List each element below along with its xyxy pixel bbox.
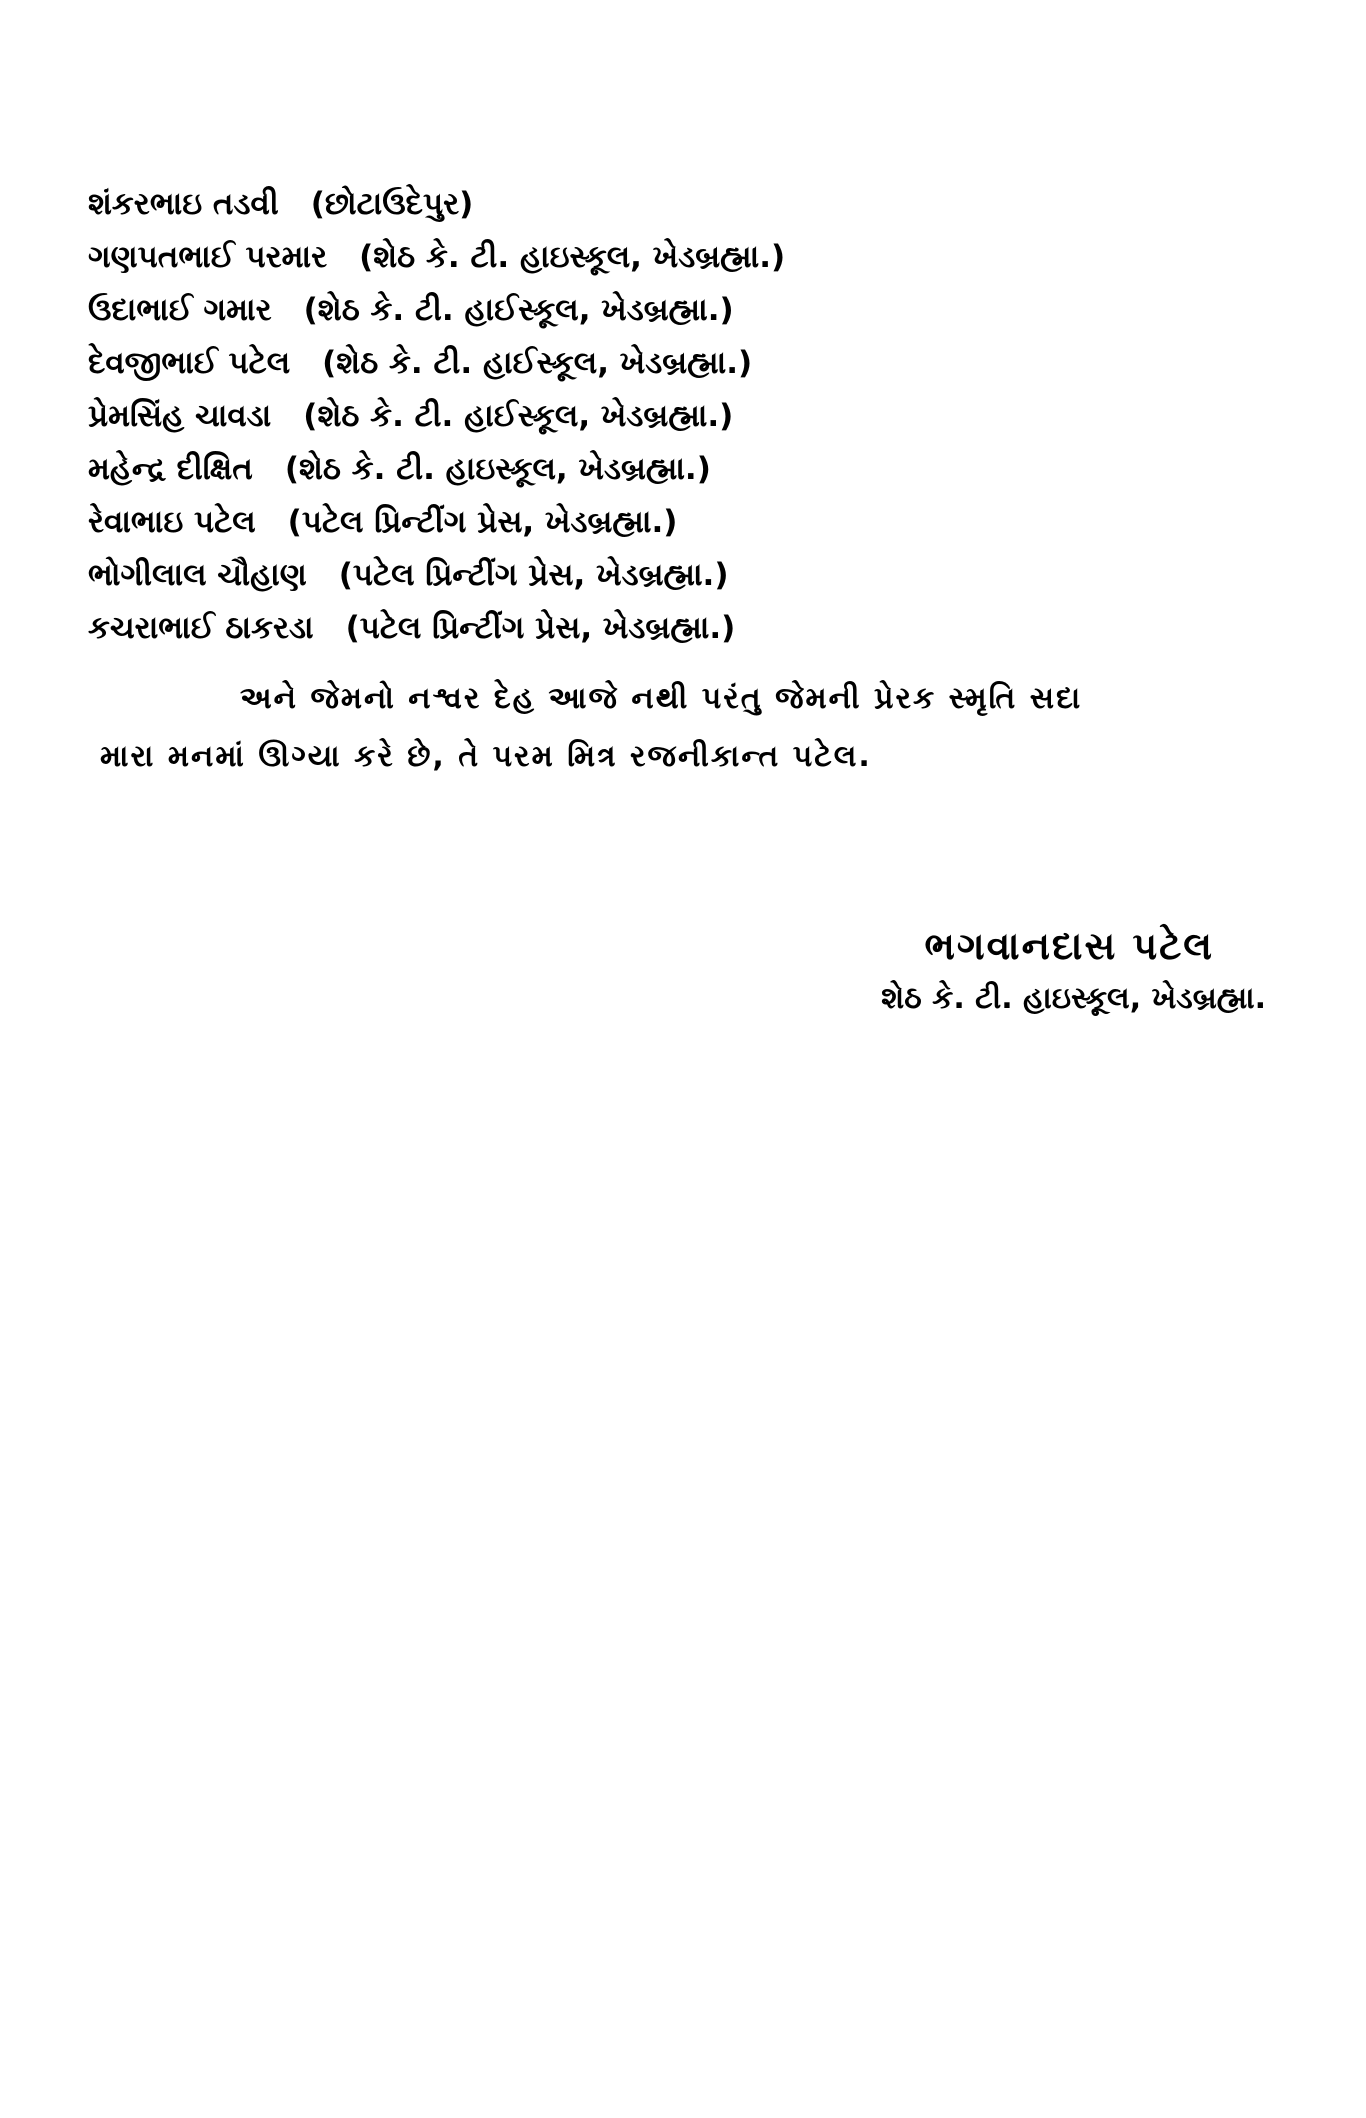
person-affiliation: (શેઠ કે. ટી. હાઇસ્કૂલ, ખેડબ્રહ્મા.) (284, 451, 711, 487)
person-affiliation: (શેઠ કે. ટી. હાઇસ્કૂલ, ખેડબ્રહ્મા.) (359, 239, 786, 275)
list-item (88, 390, 1238, 443)
list-item (88, 602, 1238, 655)
person-name: ઉદાભાઈ ગમાર (88, 292, 272, 328)
signature-block (881, 918, 1266, 1024)
list-item (88, 284, 1238, 337)
person-name: રેવાભાઇ પટેલ (88, 504, 256, 540)
person-name: ગણપતભાઈ પરમાર (88, 239, 328, 275)
person-name: ભોગીલાલ ચૌહાણ (88, 557, 307, 593)
list-item (88, 178, 1238, 231)
memorial-line-1: અને જેમનો નશ્વર દેહ આજે નથી પરંતુ જેમની પ્રેરક સ્મૃતિ સદા (240, 681, 1083, 716)
list-item (88, 496, 1238, 549)
person-affiliation: (પટેલ પ્રિન્ટીંગ પ્રેસ, ખેડબ્રહ્મા.) (287, 504, 678, 540)
person-name: દેવજીભાઈ પટેલ (88, 345, 291, 381)
person-affiliation: (શેઠ કે. ટી. હાઈસ્કૂલ, ખેડબ્રહ્મા.) (322, 345, 753, 381)
list-item (88, 231, 1238, 284)
person-name: શંકરભાઇ તડવી (88, 186, 279, 222)
person-affiliation: (શેઠ કે. ટી. હાઈસ્કૂલ, ખેડબ્રહ્મા.) (303, 292, 734, 328)
signature-name: ભગવાનદાસ પટેલ (924, 924, 1214, 968)
person-name: મહેન્દ્ર દીક્ષિત (88, 451, 253, 487)
list-item (88, 443, 1238, 496)
list-item (88, 337, 1238, 390)
person-affiliation: (પટેલ પ્રિન્ટીંગ પ્રેસ, ખેડબ્રહ્મા.) (338, 557, 729, 593)
person-affiliation: (છોટાઉદેપુર) (310, 186, 474, 222)
acknowledgement-list (88, 178, 1238, 655)
person-affiliation: (પટેલ પ્રિન્ટીંગ પ્રેસ, ખેડબ્રહ્મા.) (345, 610, 736, 646)
memorial-line-2: મારા મનમાં ઊગ્યા કરે છે, તે પરમ મિત્ર રજનીકાન્ત પટેલ. (100, 739, 872, 774)
list-item (88, 549, 1238, 602)
person-affiliation: (શેઠ કે. ટી. હાઈસ્કૂલ, ખેડબ્રહ્મા.) (303, 398, 734, 434)
person-name: કચરાભાઈ ઠાકરડા (88, 610, 314, 646)
person-name: પ્રેમસિંહ ચાવડા (88, 398, 272, 434)
signature-affiliation: શેઠ કે. ટી. હાઇસ્કૂલ, ખેડબ્રહ્મા. (881, 981, 1266, 1016)
memorial-paragraph (100, 670, 1260, 786)
